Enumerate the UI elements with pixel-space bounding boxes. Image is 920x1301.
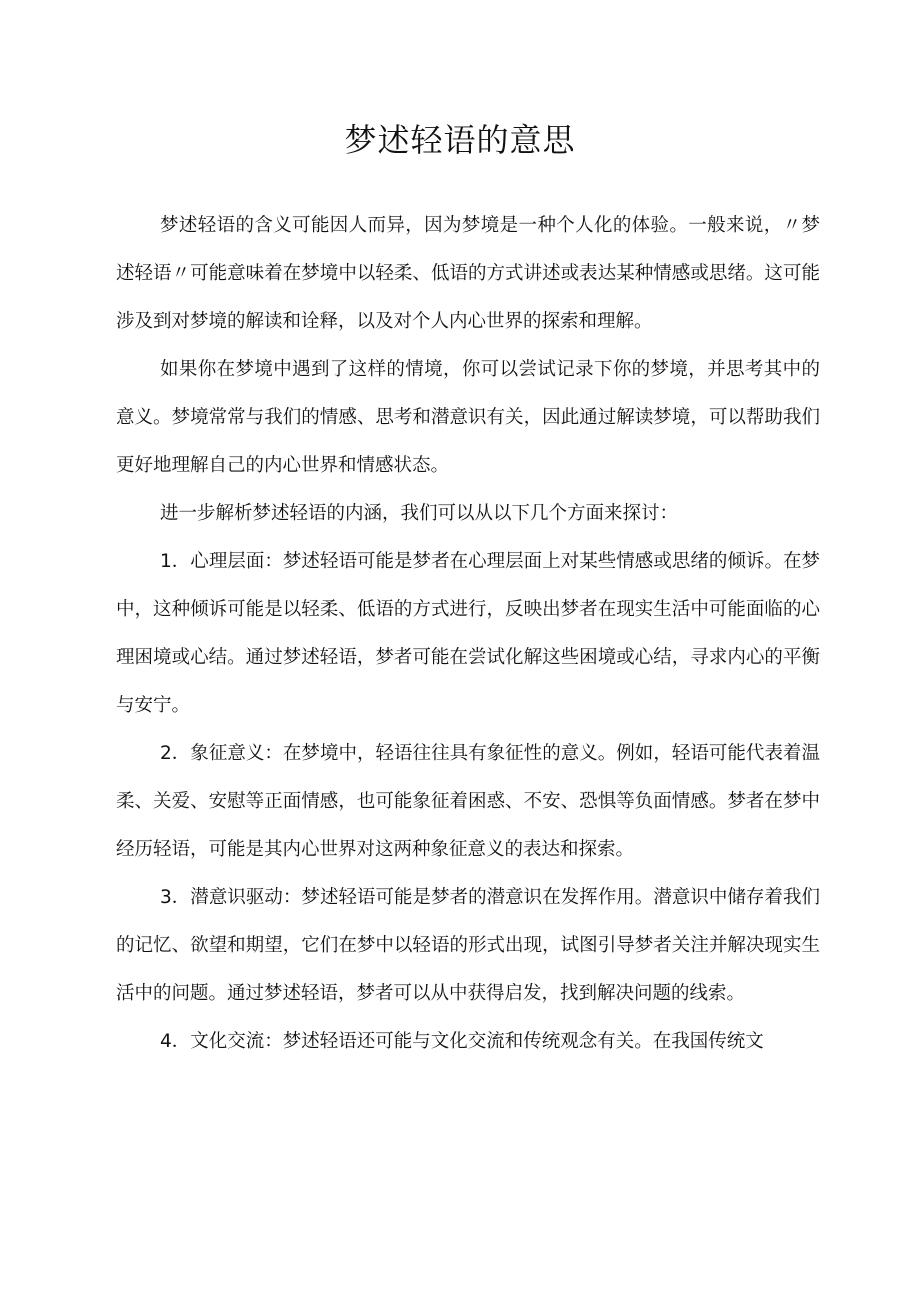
paragraph-further-analysis: 进一步解析梦述轻语的内涵，我们可以从以下几个方面来探讨： bbox=[160, 503, 679, 524]
paragraph-cultural-exchange: 4．文化交流：梦述轻语还可能与文化交流和传统观念有关。在我国传统文 bbox=[160, 1031, 764, 1052]
paragraph-symbolic-meaning: 2．象征意义：在梦境中，轻语往往具有象征性的意义。例如，轻语可能代表着温柔、关爱、安慰等正面情感，也可能象征着困惑、不安、恐惧等负面情感。梦者在梦中经历轻语，可能是其内心世界对这两种象征意义的表达和探索。 bbox=[116, 743, 820, 860]
paragraph-record-dream: 如果你在梦境中遇到了这样的情境，你可以尝试记录下你的梦境，并思考其中的意义。梦境常常与我们的情感、思考和潜意识有关，因此通过解读梦境，可以帮助我们更好地理解自己的内心世界和情感状态。 bbox=[116, 359, 820, 476]
paragraph-subconscious-drive: 3．潜意识驱动：梦述轻语可能是梦者的潜意识在发挥作用。潜意识中储存着我们的记忆、欲望和期望，它们在梦中以轻语的形式出现，试图引导梦者关注并解决现实生活中的问题。通过梦述轻语，梦者可以从中获得启发，找到解决问题的线索。 bbox=[116, 887, 820, 1004]
paragraph-psychological-level: 1．心理层面：梦述轻语可能是梦者在心理层面上对某些情感或思绪的倾诉。在梦中，这种倾诉可能是以轻柔、低语的方式进行，反映出梦者在现实生活中可能面临的心理困境或心结。通过梦述轻语，梦者可能在尝试化解这些困境或心结，寻求内心的平衡与安宁。 bbox=[116, 551, 820, 716]
paragraph-intro: 梦述轻语的含义可能因人而异，因为梦境是一种个人化的体验。一般来说，〃梦述轻语〃可能意味着在梦境中以轻柔、低语的方式讲述或表达某种情感或思绪。这可能涉及到对梦境的解读和诠释，以及对个人内心世界的探索和理解。 bbox=[116, 215, 820, 332]
document-body bbox=[116, 202, 820, 1066]
document-title: 梦述轻语的意思 bbox=[344, 121, 576, 159]
